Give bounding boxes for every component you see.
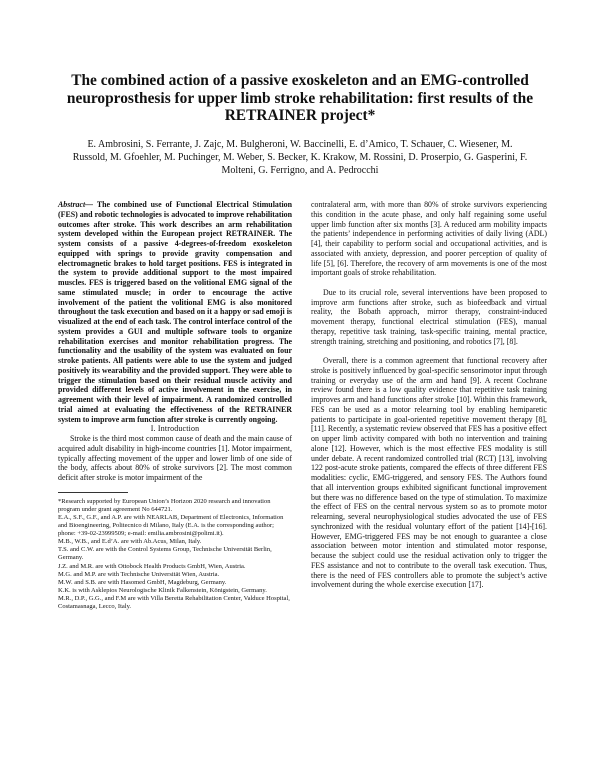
footnote-affiliation: J.Z. and M.R. are with Ottobock Health Products GmbH, Wien, Austria. xyxy=(58,562,246,570)
abstract xyxy=(58,200,292,424)
body-paragraph: Overall, there is a common agreement that functional recovery after stroke is positively influenced by goal-specific sensorimotor input through training or everyday use of the arm and hand [9]. A recent Cochrane review found there is a low quality evidence that repetitive task training improves arm and hand functions after stroke [10]. Within this framework, FES can be used as a motor relearning tool by enabling hemiparetic patients to participate in goal-oriented repetitive movement therapy [8], [11]. Recently, a systematic review observed that FES has a positive effect on upper limb activity compared with both no intervention and training alone [12]. However, which is the most effective FES modality is still under debate. A recent randomized controlled trial (RCT) [13], involving 122 post-acute stroke patients, compared the effects of three different FES modalities: cyclic, EMG-triggered, and sensory FES. The Authors found that all intervention groups exhibited significant functional improvement but there was no difference based on the type of stimulation. To maximize the effect of FES on the central nervous system so as to promote motor relearning, several neurophysiological studies advocated the use of FES synchronized with the residual voluntary effort of the patient [14]-[16]. However, EMG-triggered FES may be not enough to guarantee a close association between motor intention and stimulated motor response, because the subject could use the residual activation only to trigger the FES assistance and not to contribute to the overall task execution. Thus, there is the need of FES controllers able to promote the subject’s active involvement during the whole exercise execution [17]. xyxy=(311,356,547,590)
footnote-divider xyxy=(58,492,128,493)
body-paragraph: Due to its crucial role, several interventions have been proposed to improve arm functions after stroke, such as biofeedback and virtual reality, the Bobath approach, mirror therapy, constraint-induced movement therapy, functional electrical stimulation (FES), manual therapy, repetitive task training, task-specific training, mental practice, strength training, stretching and positioning, and robotics [7], [8]. xyxy=(311,287,547,346)
section-heading-introduction: I. Introduction xyxy=(150,424,200,434)
abstract-text: The combined use of Functional Electrical Stimulation (FES) and robotic technologies is advocated to improve rehabilitation outcomes after stroke. This work describes an arm rehabilitation system developed within the European project RETRAINER. The system consists of a passive 4-degrees-of-freedom exoskeleton equipped with springs to provide gravity compensation and electromagnetic brakes to hold target positions. FES is integrated in the system to provide additional support to the most impaired muscles. FES is triggered based on the volitional EMG signal of the same stimulated muscle; in order to encourage the active involvement of the patient the volitional EMG is also monitored throughout the task execution and based on it a happy or sad emoji is visualized at the end of each task. The control interface control of the system provides a GUI and multiple software tools to organize rehabilitation exercises and monitor rehabilitation progress. The functionality and the usability of the system was evaluated on four stroke patients. All patients were able to use the system and judged positively its wearability and the provided support. They were able to trigger the stimulation based on their residual muscle activity and provided different levels of active involvement in the exercise, in agreement with their level of impairment. A randomized controlled trial aimed at evaluating the effectiveness of the RETRAINER system to improve arm function after stroke is currently ongoing. xyxy=(58,200,292,424)
left-column xyxy=(58,200,292,611)
abstract-label: Abstract— xyxy=(58,200,94,209)
author-list: E. Ambrosini, S. Ferrante, J. Zajc, M. Bulgheroni, W. Baccinelli, E. d’Amico, T. Schauer, C. Wiesener, M. Russold, M. Gfoehler, M. Puchinger, M. Weber, S. Becker, K. Krakow, M. Rossini, D. Proserpio, G. Gasperini, F. Molteni, G. Ferrigno, and A. Pedrocchi xyxy=(72,139,528,176)
footnote-funding: *Research supported by European Union’s Horizon 2020 research and innovation program under grant agreement No 644721. xyxy=(58,497,271,513)
footnote-affiliation: M.W. and S.B. are with Hasomed GmbH, Magdeburg, Germany. xyxy=(58,578,227,586)
footnote-affiliation: E.A., S.F., G.F., and A.P. are with NEARLAB, Department of Electronics, Information and Bioengineering, Politecnico di Milano, Italy (E.A. is the corresponding author; phone: +39-02-23999509; e-mail: emilia.ambrosini@polimi.it). xyxy=(58,513,284,538)
intro-paragraph: Stroke is the third most common cause of death and the main cause of acquired adult disability in high-income countries [1]. Motor impairment, typically affecting movement of the upper and lower limb of one side of the body, affects about 80% of stroke survivors [2]. The most common deficit after stroke is motor impairment of the xyxy=(58,434,292,482)
footnote-affiliation: K.K. is with Asklepios Neurologische Klinik Falkenstein, Königstein, Germany. xyxy=(58,586,267,594)
footnote-affiliation: M.B., W.B., and E.d’A. are with Ab.Acus, Milan, Italy. xyxy=(58,538,202,546)
footnote-affiliation: M.R., D.P., G.G., and F.M are with Villa Beretta Rehabilitation Center, Valduce Hospital, Costamasnaga, Lecco, Italy. xyxy=(58,594,290,610)
footnote-affiliation: T.S. and C.W. are with the Control Systems Group, Technische Universität Berlin, Germany. xyxy=(58,546,272,562)
paper-title: The combined action of a passive exoskeleton and an EMG-controlled neuroprosthesis for upper limb stroke rehabilitation: first results of the RETRAINER project* xyxy=(66,72,534,124)
body-paragraph: contralateral arm, with more than 80% of stroke survivors experiencing this condition in the acute phase, and only half regaining some useful upper limb function after six months [3]. A reduced arm mobility impacts the patients’ independence in performing activities of daily living (ADL) [4], their capability to perform social and occupational activities, and is associated with anxiety, depression, and poorer perception of quality of life [5], [6]. Therefore, the recovery of arm movements is one of the most important goals of stroke rehabilitation. xyxy=(311,200,547,278)
footnote-affiliation: M.G. and M.P. are with Technische Universität Wien, Austria. xyxy=(58,570,220,578)
right-column xyxy=(311,200,547,590)
